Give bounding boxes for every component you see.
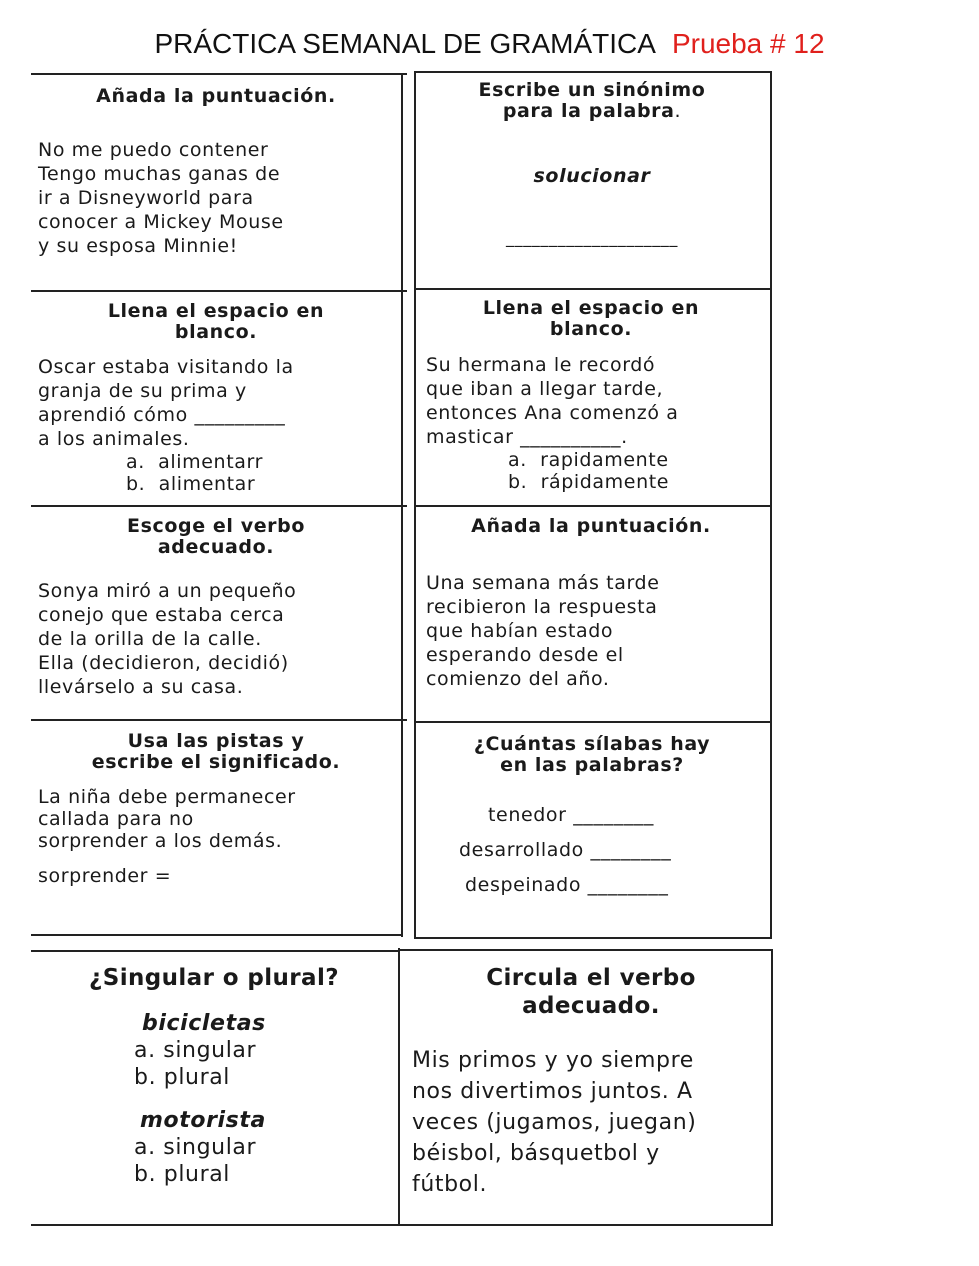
question-text: masticar __________. (426, 426, 628, 448)
question-verb-choice-1 (38, 516, 394, 699)
divider (31, 719, 407, 721)
divider (398, 948, 400, 1226)
question-heading: Usa las pistas y (127, 730, 305, 752)
question-text: Ella (decidieron, decidió) (38, 652, 289, 674)
divider (415, 721, 772, 723)
question-heading: Circula el verbo (486, 965, 696, 991)
target-word: motorista (140, 1108, 266, 1133)
question-text: béisbol, básquetbol y (412, 1141, 660, 1166)
question-synonym (416, 80, 768, 250)
divider (31, 950, 399, 952)
divider (31, 505, 407, 507)
question-text: llevárselo a su casa. (38, 676, 244, 698)
question-text: conocer a Mickey Mouse (38, 211, 284, 233)
answer-prompt[interactable]: sorprender = (38, 865, 172, 887)
question-punctuation-2 (426, 516, 766, 691)
question-fill-blank-2 (426, 298, 766, 493)
option-a[interactable]: a. singular (134, 1135, 257, 1160)
question-text: nos divertimos juntos. A (412, 1079, 693, 1104)
question-heading: Añada la puntuación. (96, 85, 336, 107)
answer-blank[interactable]: ____________________ (506, 228, 678, 247)
test-number: Prueba # 12 (671, 28, 825, 59)
question-verb-choice-2 (412, 964, 770, 1200)
option-b[interactable]: b. rápidamente (508, 471, 670, 493)
option-a[interactable]: a. singular (134, 1038, 257, 1063)
question-heading: escribe el significado. (91, 751, 341, 773)
question-text: esperando desde el (426, 644, 624, 666)
divider (771, 949, 773, 1226)
question-text: Una semana más tarde (426, 572, 660, 594)
option-b[interactable]: b. plural (134, 1162, 231, 1187)
question-heading: ¿Cuántas sílabas hay (473, 733, 711, 755)
syllable-item[interactable]: tenedor ________ (488, 804, 655, 826)
question-text: Mis primos y yo siempre (412, 1048, 694, 1073)
question-text: Su hermana le recordó (426, 354, 656, 376)
question-heading: blanco. (549, 318, 633, 340)
question-text: ir a Disneyworld para (38, 187, 254, 209)
question-text: Sonya miró a un pequeño (38, 580, 297, 602)
divider (31, 73, 407, 75)
question-text: de la orilla de la calle. (38, 628, 262, 650)
target-word: solucionar (533, 165, 651, 187)
question-context-clues (38, 731, 394, 887)
divider (415, 505, 772, 507)
option-b[interactable]: b. plural (134, 1065, 231, 1090)
question-syllables (416, 734, 768, 896)
divider (31, 1224, 773, 1226)
divider (415, 71, 772, 73)
question-heading: Escribe un sinónimo (478, 79, 706, 101)
question-heading: adecuado. (522, 993, 660, 1019)
question-text: que iban a llegar tarde, (426, 378, 664, 400)
question-text: callada para no (38, 808, 194, 830)
question-text: recibieron la respuesta (426, 596, 658, 618)
divider (399, 949, 773, 951)
question-heading: blanco. (174, 321, 258, 343)
question-heading: Escoge el verbo (126, 515, 305, 537)
question-singular-plural (38, 964, 390, 1188)
syllable-item[interactable]: desarrollado ________ (459, 839, 672, 861)
question-heading-part: para la palabra (502, 100, 675, 122)
question-text: y su esposa Minnie! (38, 235, 238, 257)
question-text: Tengo muchas ganas de (38, 163, 281, 185)
question-text: aprendió cómo _________ (38, 404, 286, 426)
option-a[interactable]: a. alimentarr (126, 451, 263, 473)
worksheet-title: PRÁCTICA SEMANAL DE GRAMÁTICA (154, 28, 656, 59)
question-text: La niña debe permanecer (38, 786, 296, 808)
question-text: entonces Ana comenzó a (426, 402, 679, 424)
question-text: fútbol. (412, 1172, 488, 1197)
option-a[interactable]: a. rapidamente (508, 449, 669, 471)
divider (31, 934, 403, 936)
divider (415, 937, 772, 939)
syllable-item[interactable]: despeinado ________ (465, 874, 669, 896)
heading-period: . (674, 100, 682, 122)
question-heading: Llena el espacio en (107, 300, 325, 322)
question-text: Oscar estaba visitando la (38, 356, 294, 378)
question-text: No me puedo contener (38, 139, 269, 161)
question-heading: en las palabras? (500, 754, 684, 776)
question-heading: ¿Singular o plural? (89, 965, 339, 991)
target-word: bicicletas (142, 1011, 266, 1036)
question-text: conejo que estaba cerca (38, 604, 285, 626)
question-heading: Añada la puntuación. (471, 515, 711, 537)
question-text: que habían estado (426, 620, 614, 642)
question-text: a los animales. (38, 428, 190, 450)
question-heading: Llena el espacio en (482, 297, 700, 319)
page-title (0, 28, 979, 60)
question-text: comienzo del año. (426, 668, 610, 690)
question-heading (416, 101, 768, 122)
question-punctuation-1 (38, 86, 394, 258)
question-heading: adecuado. (157, 536, 275, 558)
question-text: veces (jugamos, juegan) (412, 1110, 697, 1135)
question-fill-blank-1 (38, 301, 394, 495)
question-text: granja de su prima y (38, 380, 247, 402)
option-b[interactable]: b. alimentar (126, 473, 256, 495)
question-text: sorprender a los demás. (38, 830, 283, 852)
divider (415, 288, 772, 290)
divider (31, 290, 407, 292)
